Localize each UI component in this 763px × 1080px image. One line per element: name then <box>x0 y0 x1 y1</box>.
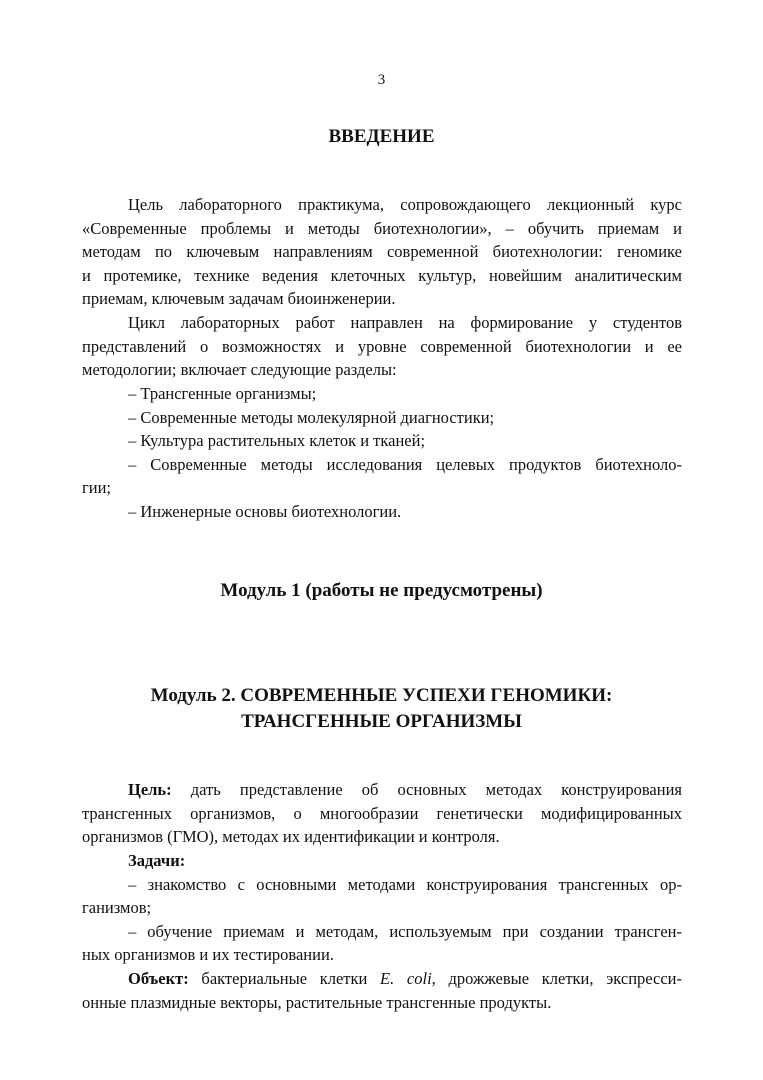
tasks-label-line <box>82 849 682 873</box>
text-line: Цель лабораторного практикума, сопровождающего лекционный курс <box>128 195 682 214</box>
list-item-continuation: гии; <box>82 478 112 498</box>
task-item-continuation: ных организмов и их тестировании. <box>82 945 334 965</box>
task-item: – знакомство с основными методами конструирования трансгенных ор- <box>128 874 682 894</box>
intro-paragraph-2 <box>82 311 682 382</box>
module2-goal <box>82 778 682 849</box>
text-line: онные плазмидные векторы, растительные трансгенные продукты. <box>82 992 552 1012</box>
list-item: – Трансгенные организмы; <box>128 384 317 403</box>
text-line: и протемике, технике ведения клеточных культур, новейшим аналитическим <box>82 265 682 285</box>
goal-label: Цель: <box>128 780 172 799</box>
text-line: методологии; включает следующие разделы: <box>82 360 397 380</box>
text-line: представлений о возможностях и уровне современной биотехнологии и ее <box>82 336 682 356</box>
intro-paragraph-1 <box>82 193 682 311</box>
text-line: организмов (ГМО), методах их идентификации и контроля. <box>82 827 500 847</box>
text-line: «Современные проблемы и методы биотехнологии», – обучить приемам и <box>82 218 682 238</box>
list-item: – Современные методы молекулярной диагностики; <box>128 407 495 427</box>
module2-heading-line2: ТРАНСГЕННЫЕ ОРГАНИЗМЫ <box>241 711 522 732</box>
goal-text: дать представление об основных методах конструирования <box>171 780 682 799</box>
module2-tasks <box>82 849 682 967</box>
tasks-label: Задачи: <box>128 851 186 870</box>
sections-list <box>82 382 682 524</box>
module1-heading: Модуль 1 (работы не предусмотрены) <box>220 580 543 601</box>
intro-heading: ВВЕДЕНИЕ <box>328 126 435 147</box>
object-text: , дрожжевые клетки, экспресси- <box>431 969 682 988</box>
text-line: приемам, ключевым задачам биоинженерии. <box>82 289 396 309</box>
object-line <box>82 967 682 991</box>
list-item: – Культура растительных клеток и тканей; <box>128 431 426 451</box>
list-item: – Инженерные основы биотехнологии. <box>128 501 402 521</box>
text-line: трансгенных организмов, о многообразии генетически модифицированных <box>82 803 682 823</box>
task-item-continuation: ганизмов; <box>82 898 152 918</box>
goal-line <box>82 778 682 802</box>
task-item: – обучение приемам и методам, используемым при создании трансген- <box>128 921 682 941</box>
text-line: методам по ключевым направлениям современной биотехнологии: геномике <box>82 242 682 262</box>
module2-heading-line1: Модуль 2. СОВРЕМЕННЫЕ УСПЕХИ ГЕНОМИКИ: <box>150 685 613 706</box>
text-line: Цикл лабораторных работ направлен на формирование у студентов <box>128 313 682 332</box>
object-organism: E. coli <box>380 969 432 988</box>
object-text: бактериальные клетки <box>188 969 381 988</box>
list-item: – Современные методы исследования целевых продуктов биотехноло- <box>128 454 682 474</box>
page-number: 3 <box>377 72 386 88</box>
object-label: Объект: <box>128 969 189 988</box>
module2-object <box>82 967 682 1014</box>
